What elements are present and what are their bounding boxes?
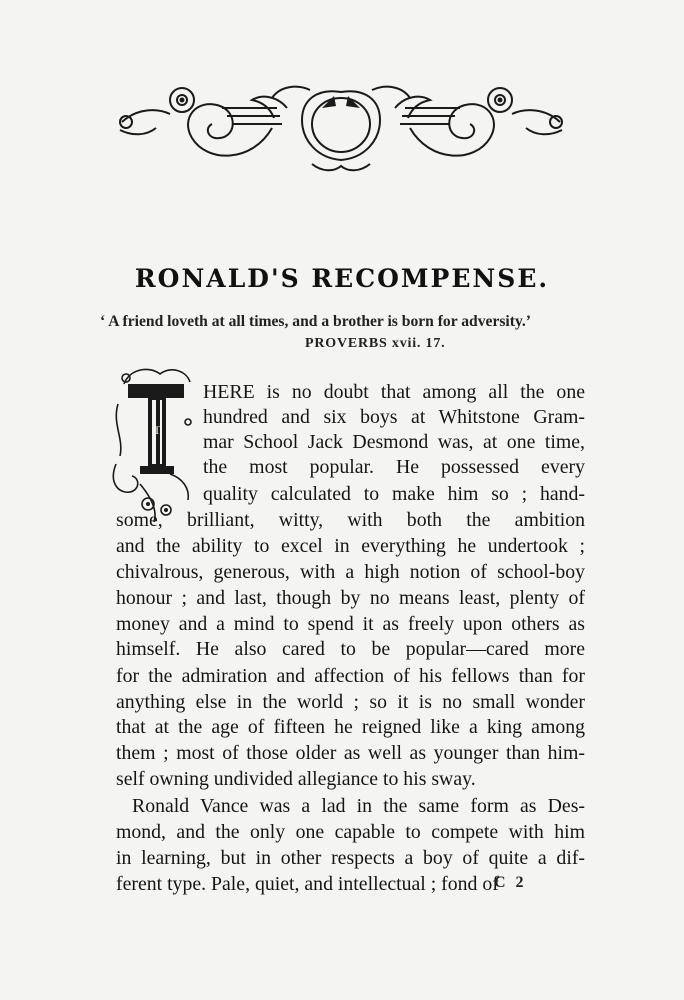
text-line: honour ; and last, though by no means least, plenty of: [116, 587, 585, 609]
drop-cap: [110, 364, 196, 524]
text-line: mar School Jack Desmond was, at one time,: [203, 431, 585, 453]
epigraph-citation: PROVERBS xvii. 17.: [305, 336, 446, 351]
text-line: ferent type. Pale, quiet, and intellectual ; fond of: [116, 873, 499, 895]
headpiece-ornament: [112, 78, 570, 174]
text-line: the most popular. He possessed every: [203, 456, 585, 478]
text-line: HERE is no doubt that among all the one: [203, 381, 585, 403]
text-line: Ronald Vance was a lad in the same form as Des-: [132, 795, 585, 817]
text-line: quality calculated to make him so ; hand-: [203, 483, 585, 505]
text-line: anything else in the world ; so it is no small wonder: [116, 691, 585, 713]
text-line: self owning undivided allegiance to his sway.: [116, 768, 476, 790]
text-line: for the admiration and affection of his fellows than for: [116, 665, 585, 687]
drop-cap-letter: T: [153, 423, 161, 437]
text-line: hundred and six boys at Whitstone Gram-: [203, 406, 585, 428]
text-line: chivalrous, generous, with a high notion of school-boy: [116, 561, 585, 583]
text-line: some, brilliant, witty, with both the ambition: [116, 509, 585, 531]
text-line: mond, and the only one capable to compete with him: [116, 821, 585, 843]
printer-signature: C 2: [494, 874, 527, 891]
text-line: that at the age of fifteen he reigned like a king among: [116, 716, 585, 738]
text-line: in learning, but in other respects a boy of quite a dif-: [116, 847, 585, 869]
text-line: money and a mind to spend it as freely upon others as: [116, 613, 585, 635]
text-line: them ; most of those older as well as younger than him-: [116, 742, 585, 764]
text-line: and the ability to excel in everything he undertook ;: [116, 535, 585, 557]
text-line: himself. He also cared to be popular—cared more: [116, 638, 585, 660]
epigraph: ‘ A friend loveth at all times, and a brother is born for adversity.’: [100, 313, 531, 330]
chapter-title: RONALD'S RECOMPENSE.: [134, 264, 550, 293]
